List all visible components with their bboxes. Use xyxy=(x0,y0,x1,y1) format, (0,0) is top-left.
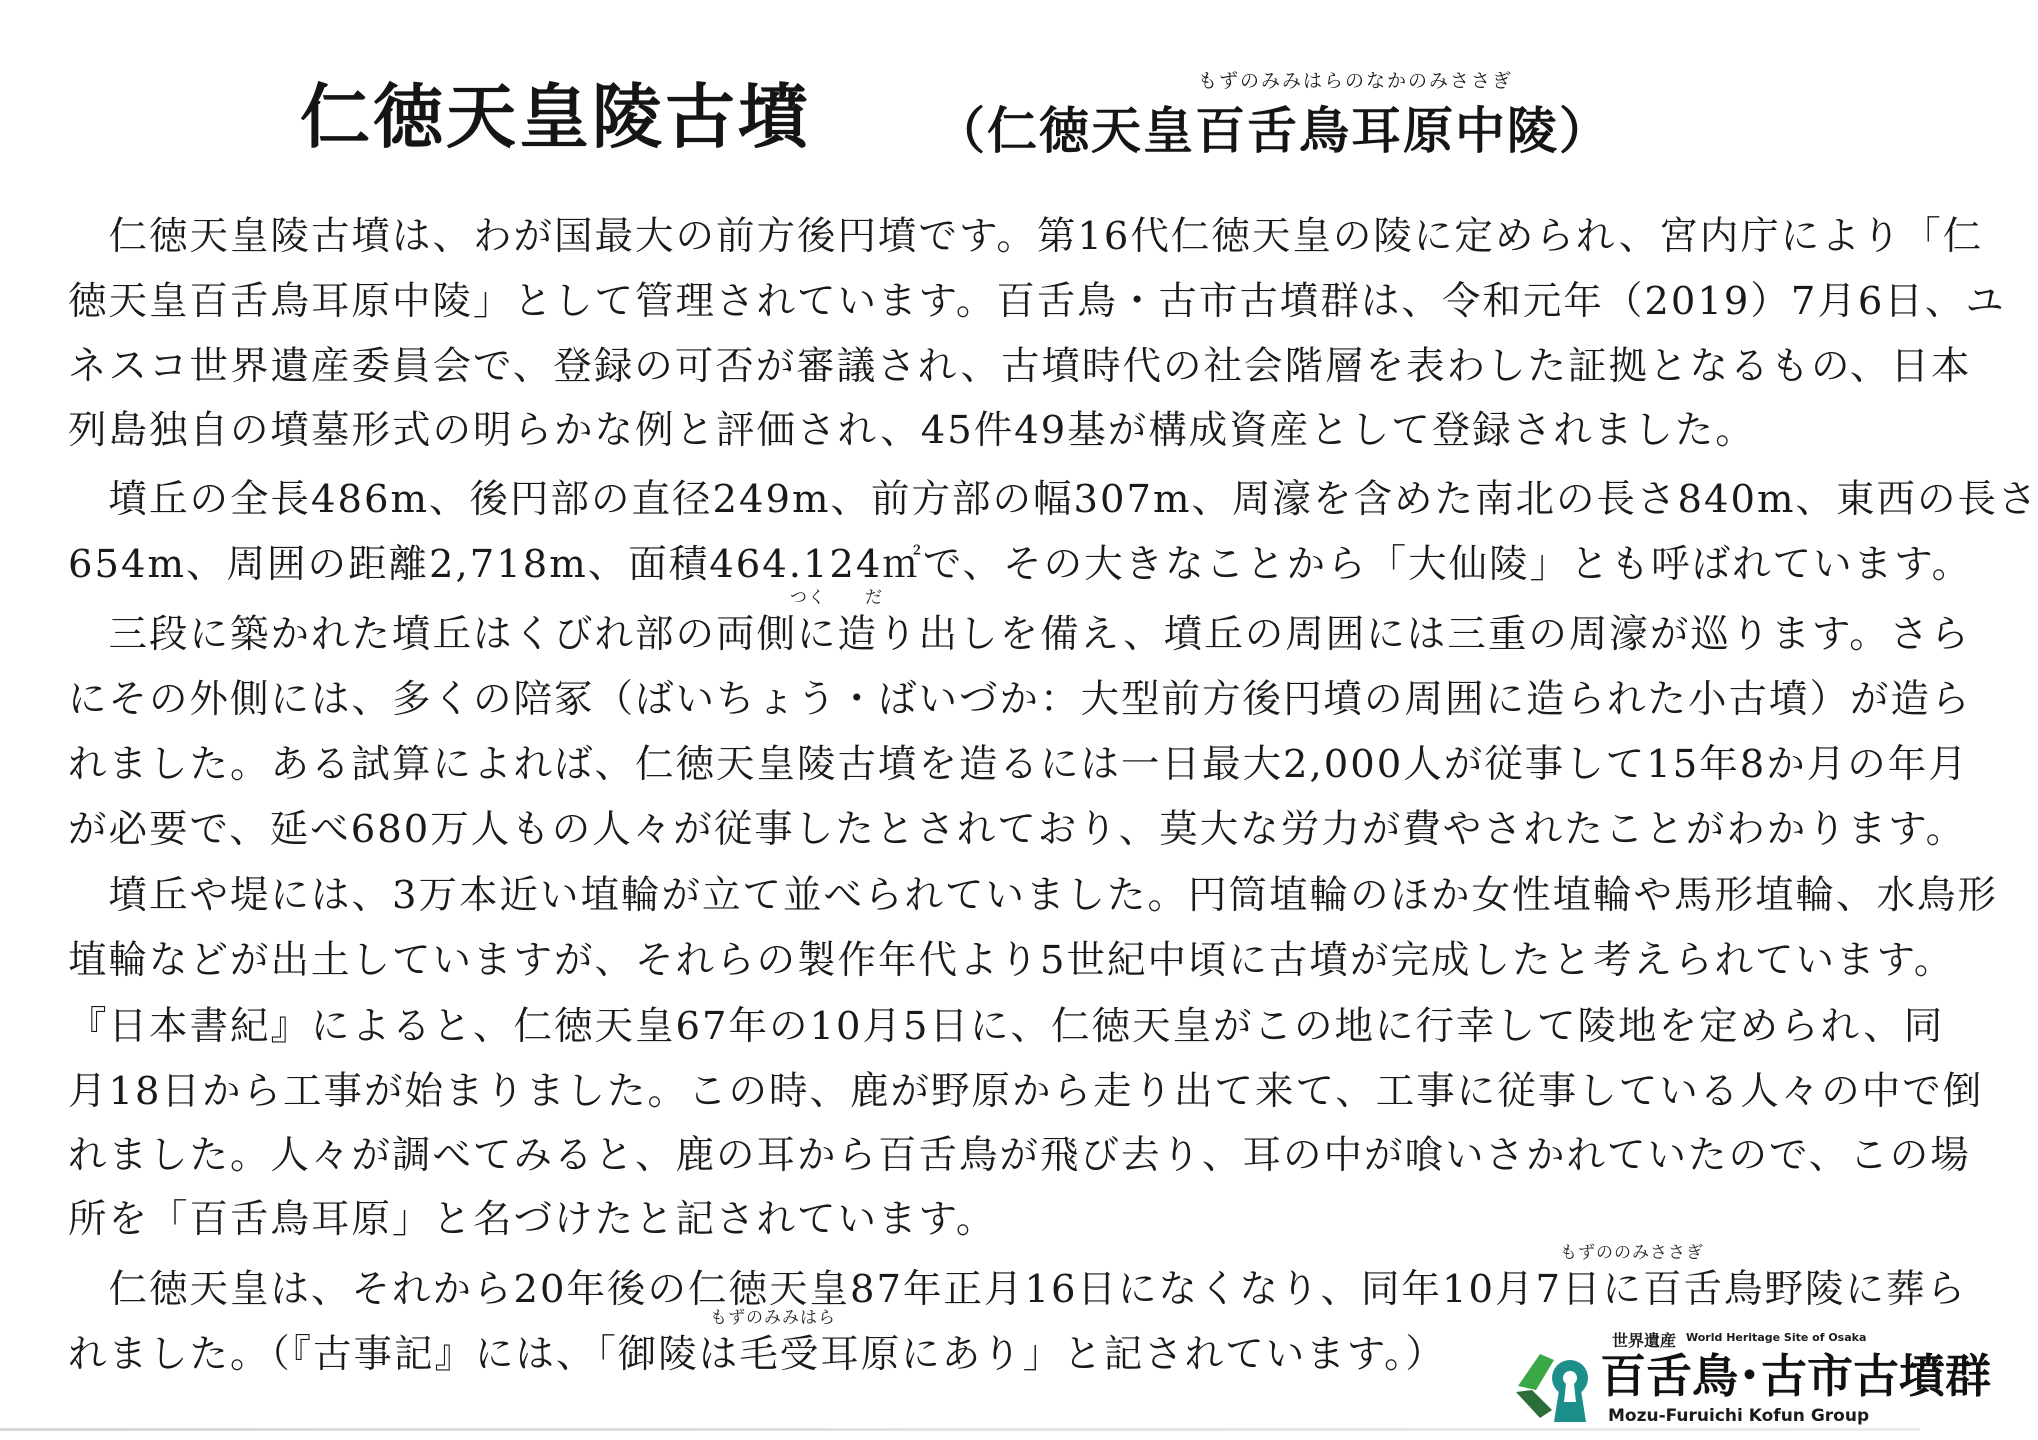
text-line: 墳丘や堤には、3万本近い埴輪が立て並べられていました。円筒埴輪のほか女性埴輪や馬形埴輪、水鳥形 xyxy=(68,873,1998,918)
text-line: 墳丘の全長486m、後円部の直径249m、前方部の幅307m、周濠を含めた南北の長さ840m、東西の長さ xyxy=(68,477,2038,522)
mozu-furuichi-logo xyxy=(1500,1318,1991,1436)
text-line: 仁徳天皇は、それから20年後の仁徳天皇87年正月16日になくなり、同年10月7日に百舌鳥野陵に葬ら xyxy=(68,1267,1967,1312)
text-line: が必要で、延べ680万人もの人々が従事したとされており、莫大な労力が費やされたことがわかります。 xyxy=(68,807,1967,852)
logo-world-heritage-en: World Heritage Site of Osaka xyxy=(1686,1331,1867,1344)
text-line: 列島独自の墳墓形式の明らかな例と評価され、45件49基が構成資産として登録されました。 xyxy=(68,408,1756,453)
furigana: つく xyxy=(790,588,826,608)
text-line: れました。人々が調べてみると、鹿の耳から百舌鳥が飛び去り、耳の中が喰いさかれていたので、この場 xyxy=(68,1133,1971,1178)
text-line: にその外側には、多くの陪冢（ばいちょう・ばいづか：大型前方後円墳の周囲に造られた小古墳）が造ら xyxy=(68,677,1972,722)
title-furigana: もずのみみはらのなかのみささぎ xyxy=(1198,70,1514,92)
logo-world-heritage-jp: 世界遺産 xyxy=(1612,1331,1677,1350)
text-line: 仁徳天皇陵古墳は、わが国最大の前方後円墳です。第16代仁徳天皇の陵に定められ、宮内庁により「仁 xyxy=(68,214,1984,259)
text-line: 『日本書紀』によると、仁徳天皇67年の10月5日に、仁徳天皇がこの地に行幸して陵地を定められ、同 xyxy=(68,1004,1945,1049)
logo-english-name: Mozu-Furuichi Kofun Group xyxy=(1608,1406,1870,1426)
scan-edge-divider xyxy=(0,1428,1920,1431)
furigana: もずののみささぎ xyxy=(1560,1243,1704,1263)
kofun-keyhole-icon xyxy=(1510,1340,1600,1426)
text-line: 月18日から工事が始まりました。この時、鹿が野原から走り出て来て、工事に従事している人々の中で倒 xyxy=(68,1069,1984,1114)
text-line: 654m、周囲の距離2,718m、面積464.124㎡で、その大きなことから「大仙陵」とも呼ばれています。 xyxy=(68,542,1973,587)
furigana: だ xyxy=(865,588,883,608)
furigana: もずのみみはら xyxy=(710,1308,836,1328)
text-line: 三段に築かれた墳丘はくびれ部の両側に造り出しを備え、墳丘の周囲には三重の周濠が巡ります。さら xyxy=(68,612,1971,657)
page-subtitle: （仁徳天皇百舌鳥耳原中陵） xyxy=(935,101,1611,160)
text-line: 徳天皇百舌鳥耳原中陵」として管理されています。百舌鳥・古市古墳群は、令和元年（2019）7月6日、ユ xyxy=(68,279,2006,324)
page-title: 仁徳天皇陵古墳 xyxy=(300,75,811,158)
text-line: れました。ある試算によれば、仁徳天皇陵古墳を造るには一日最大2,000人が従事して15年8か月の年月 xyxy=(68,742,1969,787)
text-line: ネスコ世界遺産委員会で、登録の可否が審議され、古墳時代の社会階層を表わした証拠となるもの、日本 xyxy=(68,344,1972,389)
text-line: れました。（『古事記』には、「御陵は毛受耳原にあり」と記されています。） xyxy=(68,1332,1446,1377)
text-line: 所を「百舌鳥耳原」と名づけたと記されています。 xyxy=(68,1197,997,1242)
text-line: 埴輪などが出土していますが、それらの製作年代より5世紀中頃に古墳が完成したと考えられています。 xyxy=(68,938,1955,983)
logo-name: 百舌鳥･古市古墳群 xyxy=(1600,1349,1991,1403)
